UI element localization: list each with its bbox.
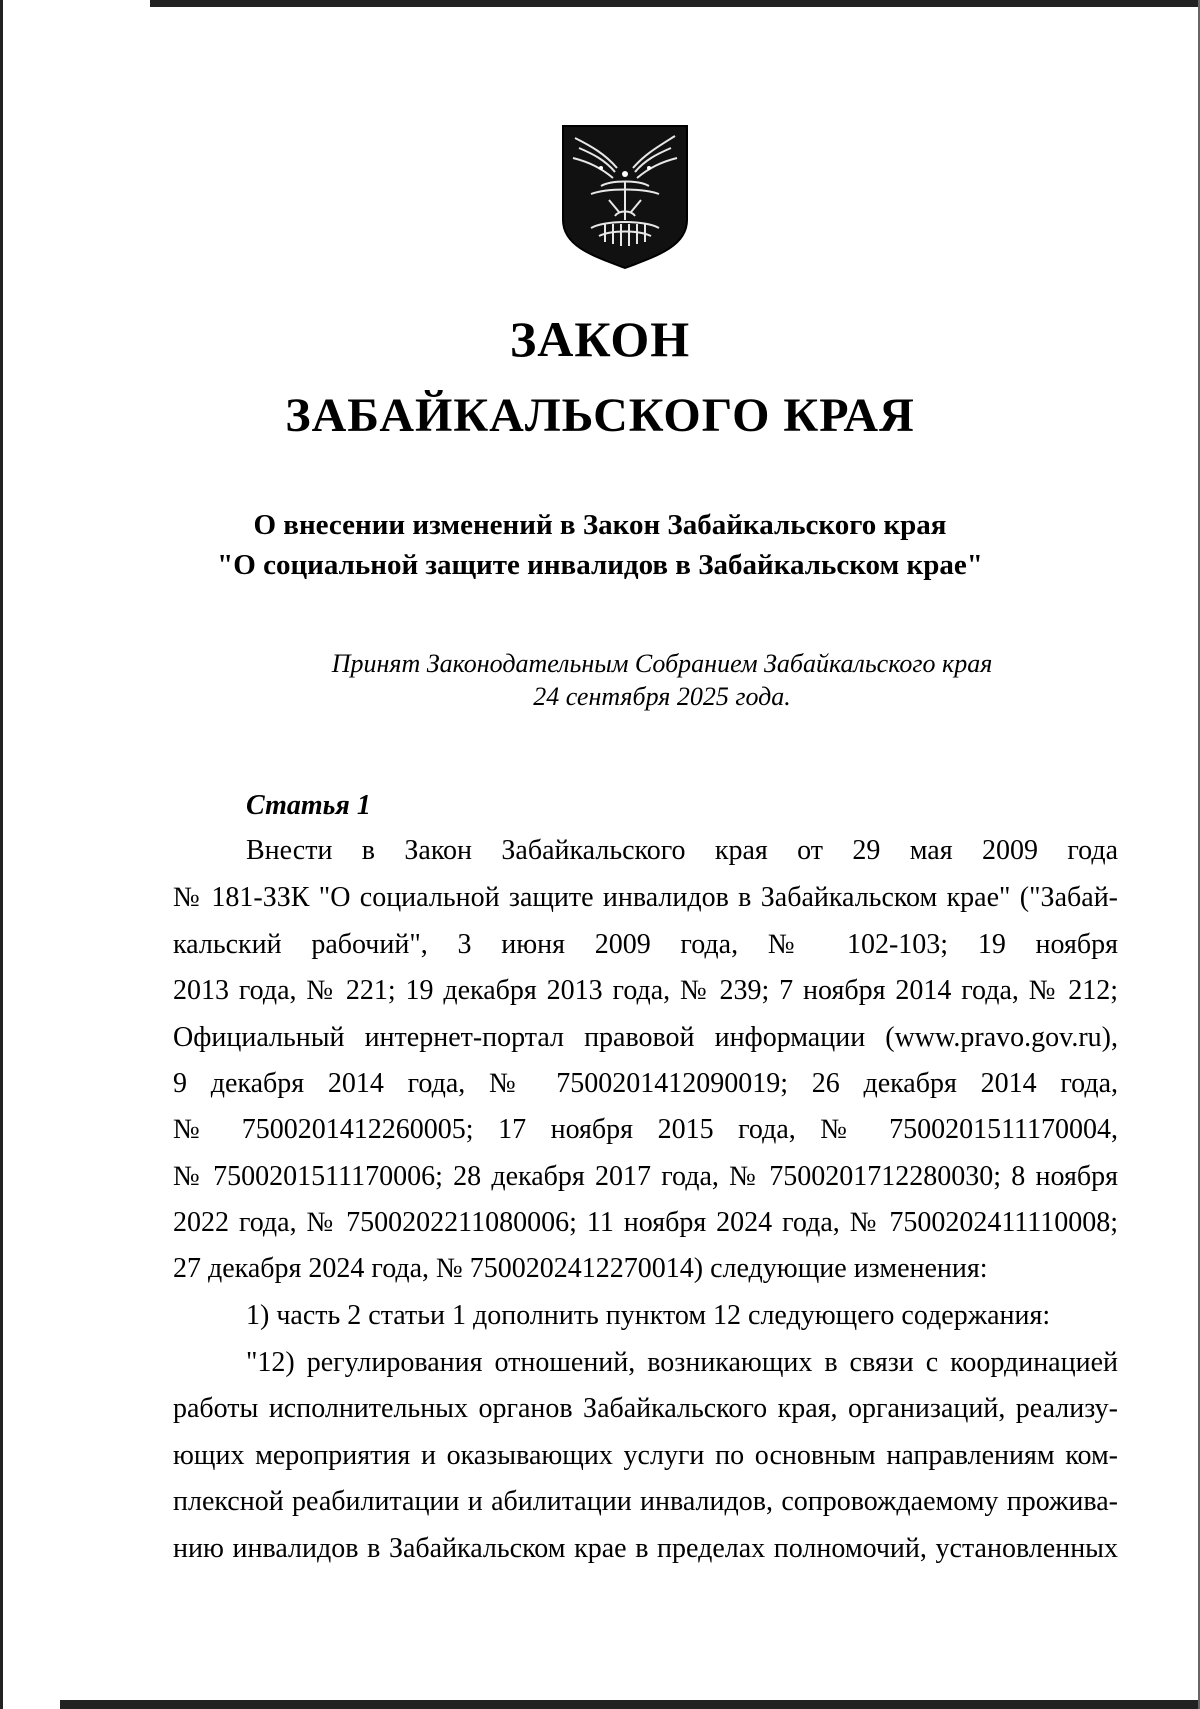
body-line: № 7500201511170006; 28 декабря 2017 года, № 7500201712280030; 8 ноября xyxy=(173,1161,1118,1192)
body-line: Официальный интернет-портал правовой информации (www.pravo.gov.ru), xyxy=(173,1022,1118,1053)
law-region-title: ЗАБАЙКАЛЬСКОГО КРАЯ xyxy=(285,389,915,442)
body-line: Внести в Закон Забайкальского края от 29 мая 2009 года xyxy=(246,835,1118,866)
body-line: 1) часть 2 статьи 1 дополнить пунктом 12 следующего содержания: xyxy=(246,1300,1051,1331)
adoption-date: 24 сентября 2025 года. xyxy=(533,682,791,711)
article-heading: Статья 1 xyxy=(246,790,371,821)
law-subject-line-1: О внесении изменений в Закон Забайкальского края xyxy=(253,509,947,541)
scan-edge-left xyxy=(0,0,3,1709)
body-line: кальский рабочий", 3 июня 2009 года, № 102-103; 19 ноября xyxy=(173,929,1118,960)
body-line: плексной реабилитации и абилитации инвалидов, сопровождаемому прожива- xyxy=(173,1486,1118,1517)
adoption-note-line-1: Принят Законодательным Собранием Забайкальского края xyxy=(331,649,993,678)
body-line: № 181-ЗЗК "О социальной защите инвалидов в Забайкальском крае" ("Забай- xyxy=(173,882,1118,913)
body-line: нию инвалидов в Забайкальском крае в пределах полномочий, установленных xyxy=(173,1533,1118,1564)
body-line: ющих мероприятия и оказывающих услуги по основным направлениям ком- xyxy=(173,1440,1118,1471)
scan-edge-top xyxy=(0,0,1200,7)
body-line: 2013 года, № 221; 19 декабря 2013 года, № 239; 7 ноября 2014 года, № 212; xyxy=(173,975,1118,1006)
body-line: "12) регулирования отношений, возникающих в связи с координацией xyxy=(246,1347,1118,1378)
body-line: 27 декабря 2024 года, № 7500202412270014) следующие изменения: xyxy=(173,1253,988,1284)
law-title: ЗАКОН xyxy=(509,311,691,367)
body-line: работы исполнительных органов Забайкальского края, организаций, реализу- xyxy=(173,1393,1118,1424)
scan-edge-bottom xyxy=(0,1700,1200,1709)
body-line: 9 декабря 2014 года, № 7500201412090019; 26 декабря 2014 года, xyxy=(173,1068,1118,1099)
body-line: 2022 года, № 7500202211080006; 11 ноября 2024 года, № 7500202411110008; xyxy=(173,1207,1118,1238)
coat-of-arms-icon xyxy=(561,124,689,270)
law-subject-line-2: "О социальной защите инвалидов в Забайкальском крае" xyxy=(217,549,983,581)
body-line: № 7500201412260005; 17 ноября 2015 года, № 7500201511170004, xyxy=(173,1114,1118,1145)
